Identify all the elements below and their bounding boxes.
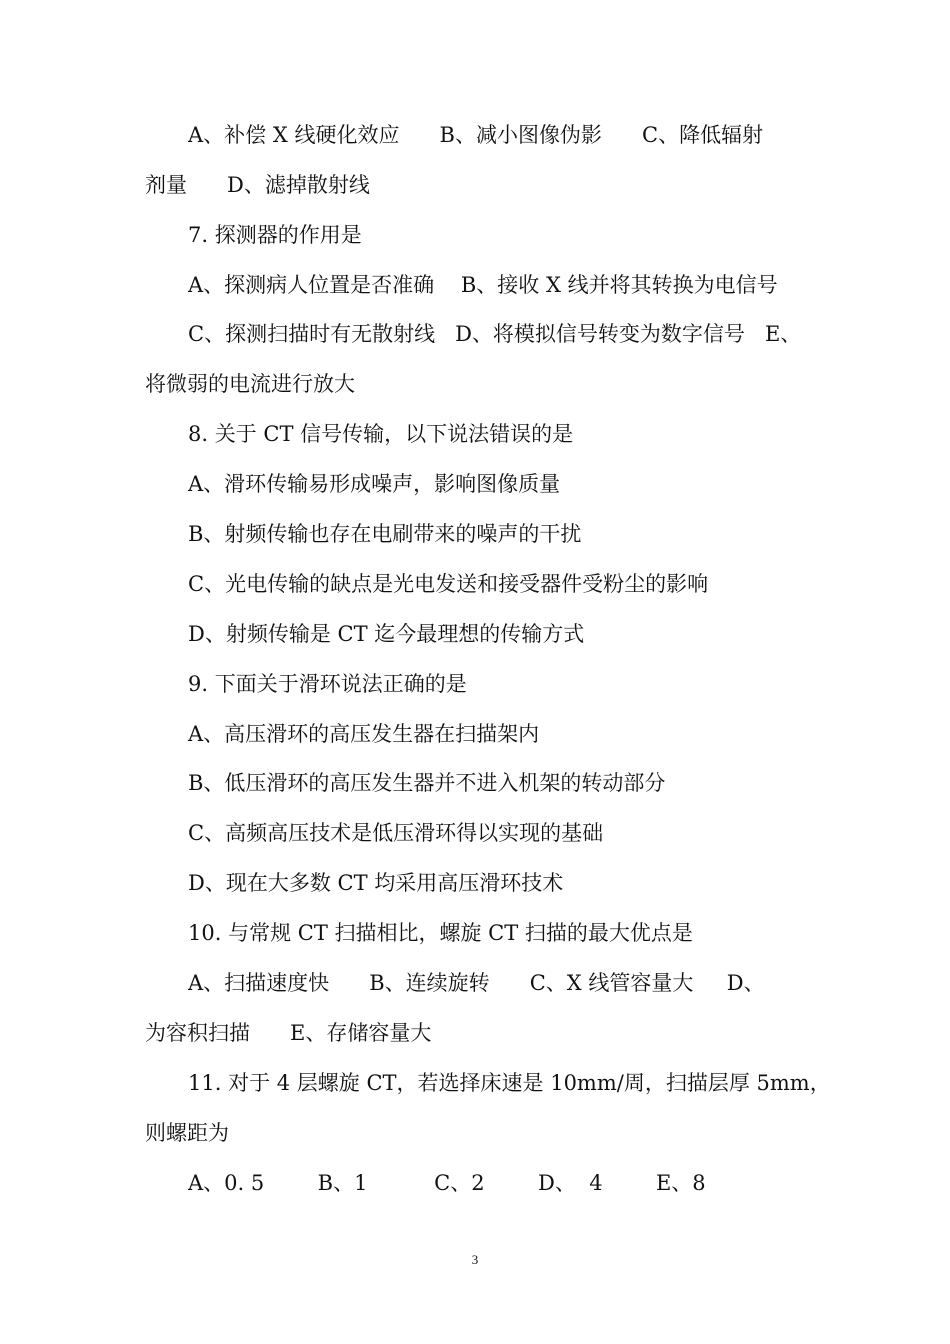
text-line-option-9c: C、高频高压技术是低压滑环得以实现的基础 — [188, 821, 604, 845]
page-number: 3 — [471, 1252, 479, 1267]
text-line-option-7ab: A、探测病人位置是否准确 B、接收 X 线并将其转换为电信号 — [188, 273, 778, 297]
text-line-option-10abcd: A、扫描速度快 B、连续旋转 C、X 线管容量大 D、 — [188, 971, 765, 995]
question-9: 9. 下面关于滑环说法正确的是 — [188, 672, 467, 696]
text-line-option-8a: A、滑环传输易形成噪声，影响图像质量 — [188, 472, 561, 496]
text-line-option-8d: D、射频传输是 CT 迄今最理想的传输方式 — [188, 622, 585, 646]
text-line-option-6ac: A、补偿 X 线硬化效应 B、减小图像伪影 C、降低辐射 — [188, 123, 764, 147]
question-8: 8. 关于 CT 信号传输，以下说法错误的是 — [188, 422, 574, 446]
text-line-option-9a: A、高压滑环的高压发生器在扫描架内 — [188, 722, 540, 746]
text-line-option-9d: D、现在大多数 CT 均采用高压滑环技术 — [188, 871, 564, 895]
text-line-option-7e-cont: 将微弱的电流进行放大 — [145, 372, 355, 396]
question-7: 7. 探测器的作用是 — [188, 223, 362, 247]
text-line-option-8b: B、射频传输也存在电刷带来的噪声的干扰 — [188, 522, 582, 546]
text-line-option-10de: 为容积扫描 E、存储容量大 — [145, 1021, 432, 1045]
text-line-option-8c: C、光电传输的缺点是光电发送和接受器件受粉尘的影响 — [188, 572, 709, 596]
text-line-option-7cde: C、探测扫描时有无散射线 D、将模拟信号转变为数字信号 E、 — [188, 322, 802, 346]
question-10: 10. 与常规 CT 扫描相比，螺旋 CT 扫描的最大优点是 — [188, 921, 693, 945]
text-line-option-9b: B、低压滑环的高压发生器并不进入机架的转动部分 — [188, 771, 666, 795]
question-11-cont: 则螺距为 — [145, 1121, 229, 1145]
text-line-option-11: A、0. 5 B、1 C、2 D、 4 E、8 — [188, 1171, 706, 1195]
text-line-option-6d: 剂量 D、滤掉散射线 — [145, 173, 370, 197]
question-11: 11. 对于 4 层螺旋 CT，若选择床速是 10mm/周，扫描层厚 5mm， — [188, 1071, 831, 1095]
